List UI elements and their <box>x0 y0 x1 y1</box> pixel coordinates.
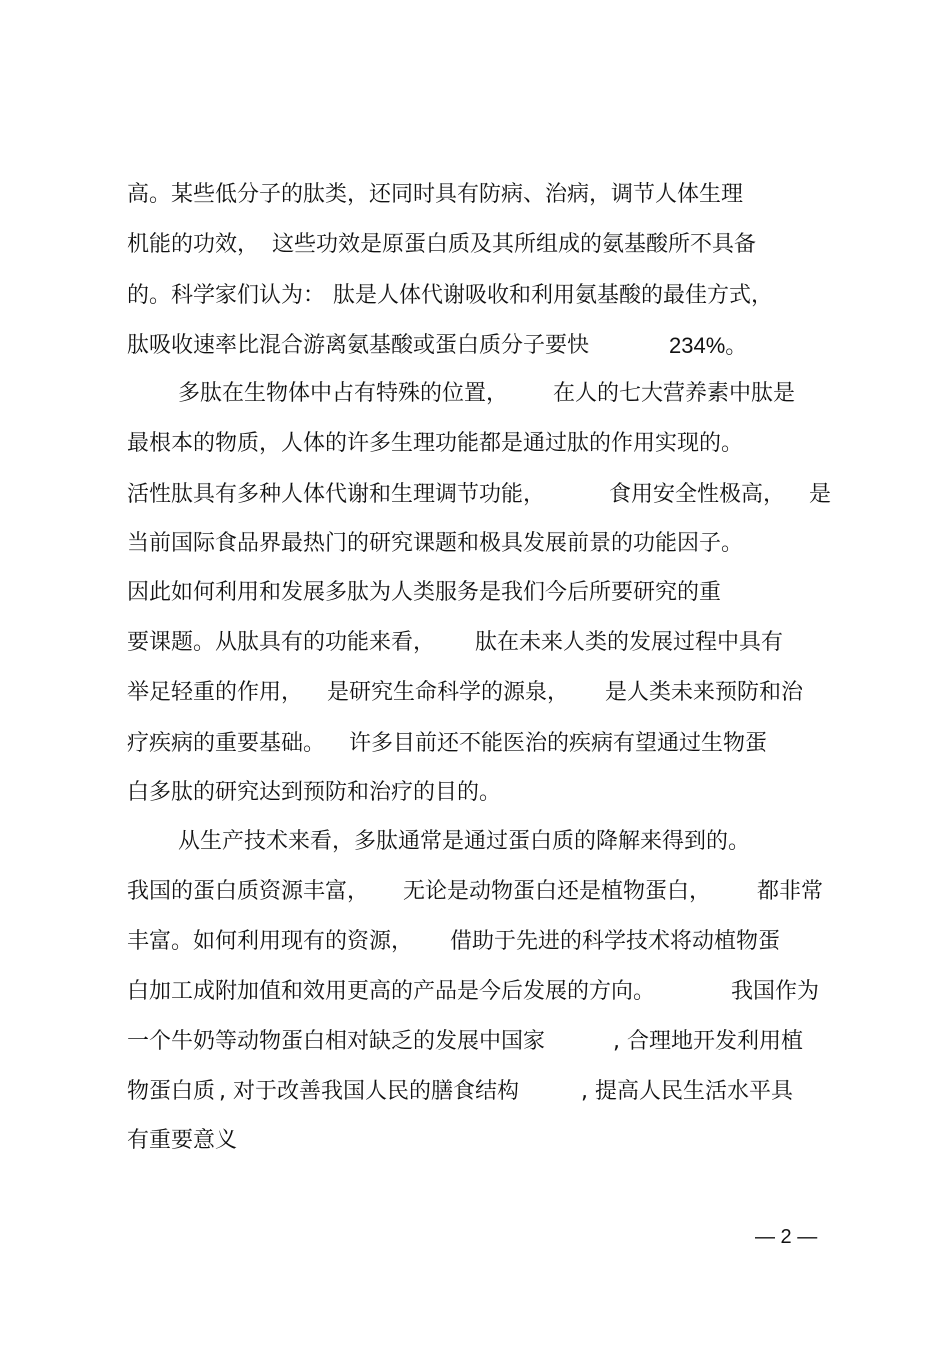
text-segment: 因此如何利用和发展多肽为人类服务是我们今后所要研究的重 <box>127 580 722 605</box>
text-segment: 疗疾病的重要基础。 <box>127 731 326 756</box>
text-segment: 当前国际食品界最热门的研究课题和极具发展前景的功能因子。 <box>127 531 744 556</box>
text-segment: 我国的蛋白质资源丰富， <box>127 879 370 904</box>
page-number: — 2 — <box>755 1226 818 1248</box>
text-segment: 肽是人体代谢吸收和利用氨基酸的最佳方式， <box>333 283 774 308</box>
text-segment: , 对于改善我国人民的膳食结构 <box>219 1079 519 1104</box>
text-segment: 丰富。如何利用现有的资源， <box>127 929 414 954</box>
text-segment: 借助于先进的科学技术将动植物蛋 <box>450 929 781 954</box>
text-segment: 白加工成附加值和效用更高的产品是今后发展的方向。 <box>127 979 656 1004</box>
text-segment: 我国作为 <box>731 979 820 1004</box>
text-segment: 食用安全性极高， <box>609 482 786 507</box>
text-segment: 是人类未来预防和治 <box>605 680 804 705</box>
text-segment: 无论是动物蛋白还是植物蛋白， <box>403 879 712 904</box>
text-segment: 高。某些低分子的肽类，还同时具有防病、治病，调节人体生理 <box>127 182 744 207</box>
text-segment: 活性肽具有多种人体代谢和生理调节功能， <box>127 482 546 507</box>
text-segment: 234%。 <box>669 333 748 358</box>
text-segment: 是 <box>809 482 832 507</box>
text-segment: 最根本的物质，人体的许多生理功能都是通过肽的作用实现的。 <box>127 431 744 456</box>
text-segment: 机能的功效， <box>127 232 260 257</box>
text-segment: , 提高人民生活水平具 <box>581 1079 793 1104</box>
text-segment: 这些功效是原蛋白质及其所组成的氨基酸所不具备 <box>272 232 757 257</box>
text-segment: , 合理地开发利用植 <box>613 1029 803 1054</box>
text-segment: 有重要意义 <box>127 1128 238 1153</box>
text-segment: 许多目前还不能医治的疾病有望通过生物蛋 <box>349 731 768 756</box>
text-segment: 物蛋白质 <box>127 1079 216 1104</box>
text-segment: 多肽在生物体中占有特殊的位置， <box>178 381 509 406</box>
text-segment: 肽吸收速率比混合游离氨基酸或蛋白质分子要快 <box>127 333 590 358</box>
text-segment: 白多肽的研究达到预防和治疗的目的。 <box>127 780 502 805</box>
text-segment: 肽在未来人类的发展过程中具有 <box>475 630 784 655</box>
text-segment: 举足轻重的作用， <box>127 680 304 705</box>
text-segment: 一个牛奶等动物蛋白相对缺乏的发展中国家 <box>127 1029 546 1054</box>
text-segment: 是研究生命科学的源泉， <box>327 680 570 705</box>
text-segment: 在人的七大营养素中肽是 <box>553 381 796 406</box>
text-segment: 都非常 <box>757 879 824 904</box>
text-segment: 要课题。从肽具有的功能来看， <box>127 630 436 655</box>
text-segment: 从生产技术来看，多肽通常是通过蛋白质的降解来得到的。 <box>178 829 751 854</box>
text-segment: 的。科学家们认为： <box>127 283 326 308</box>
